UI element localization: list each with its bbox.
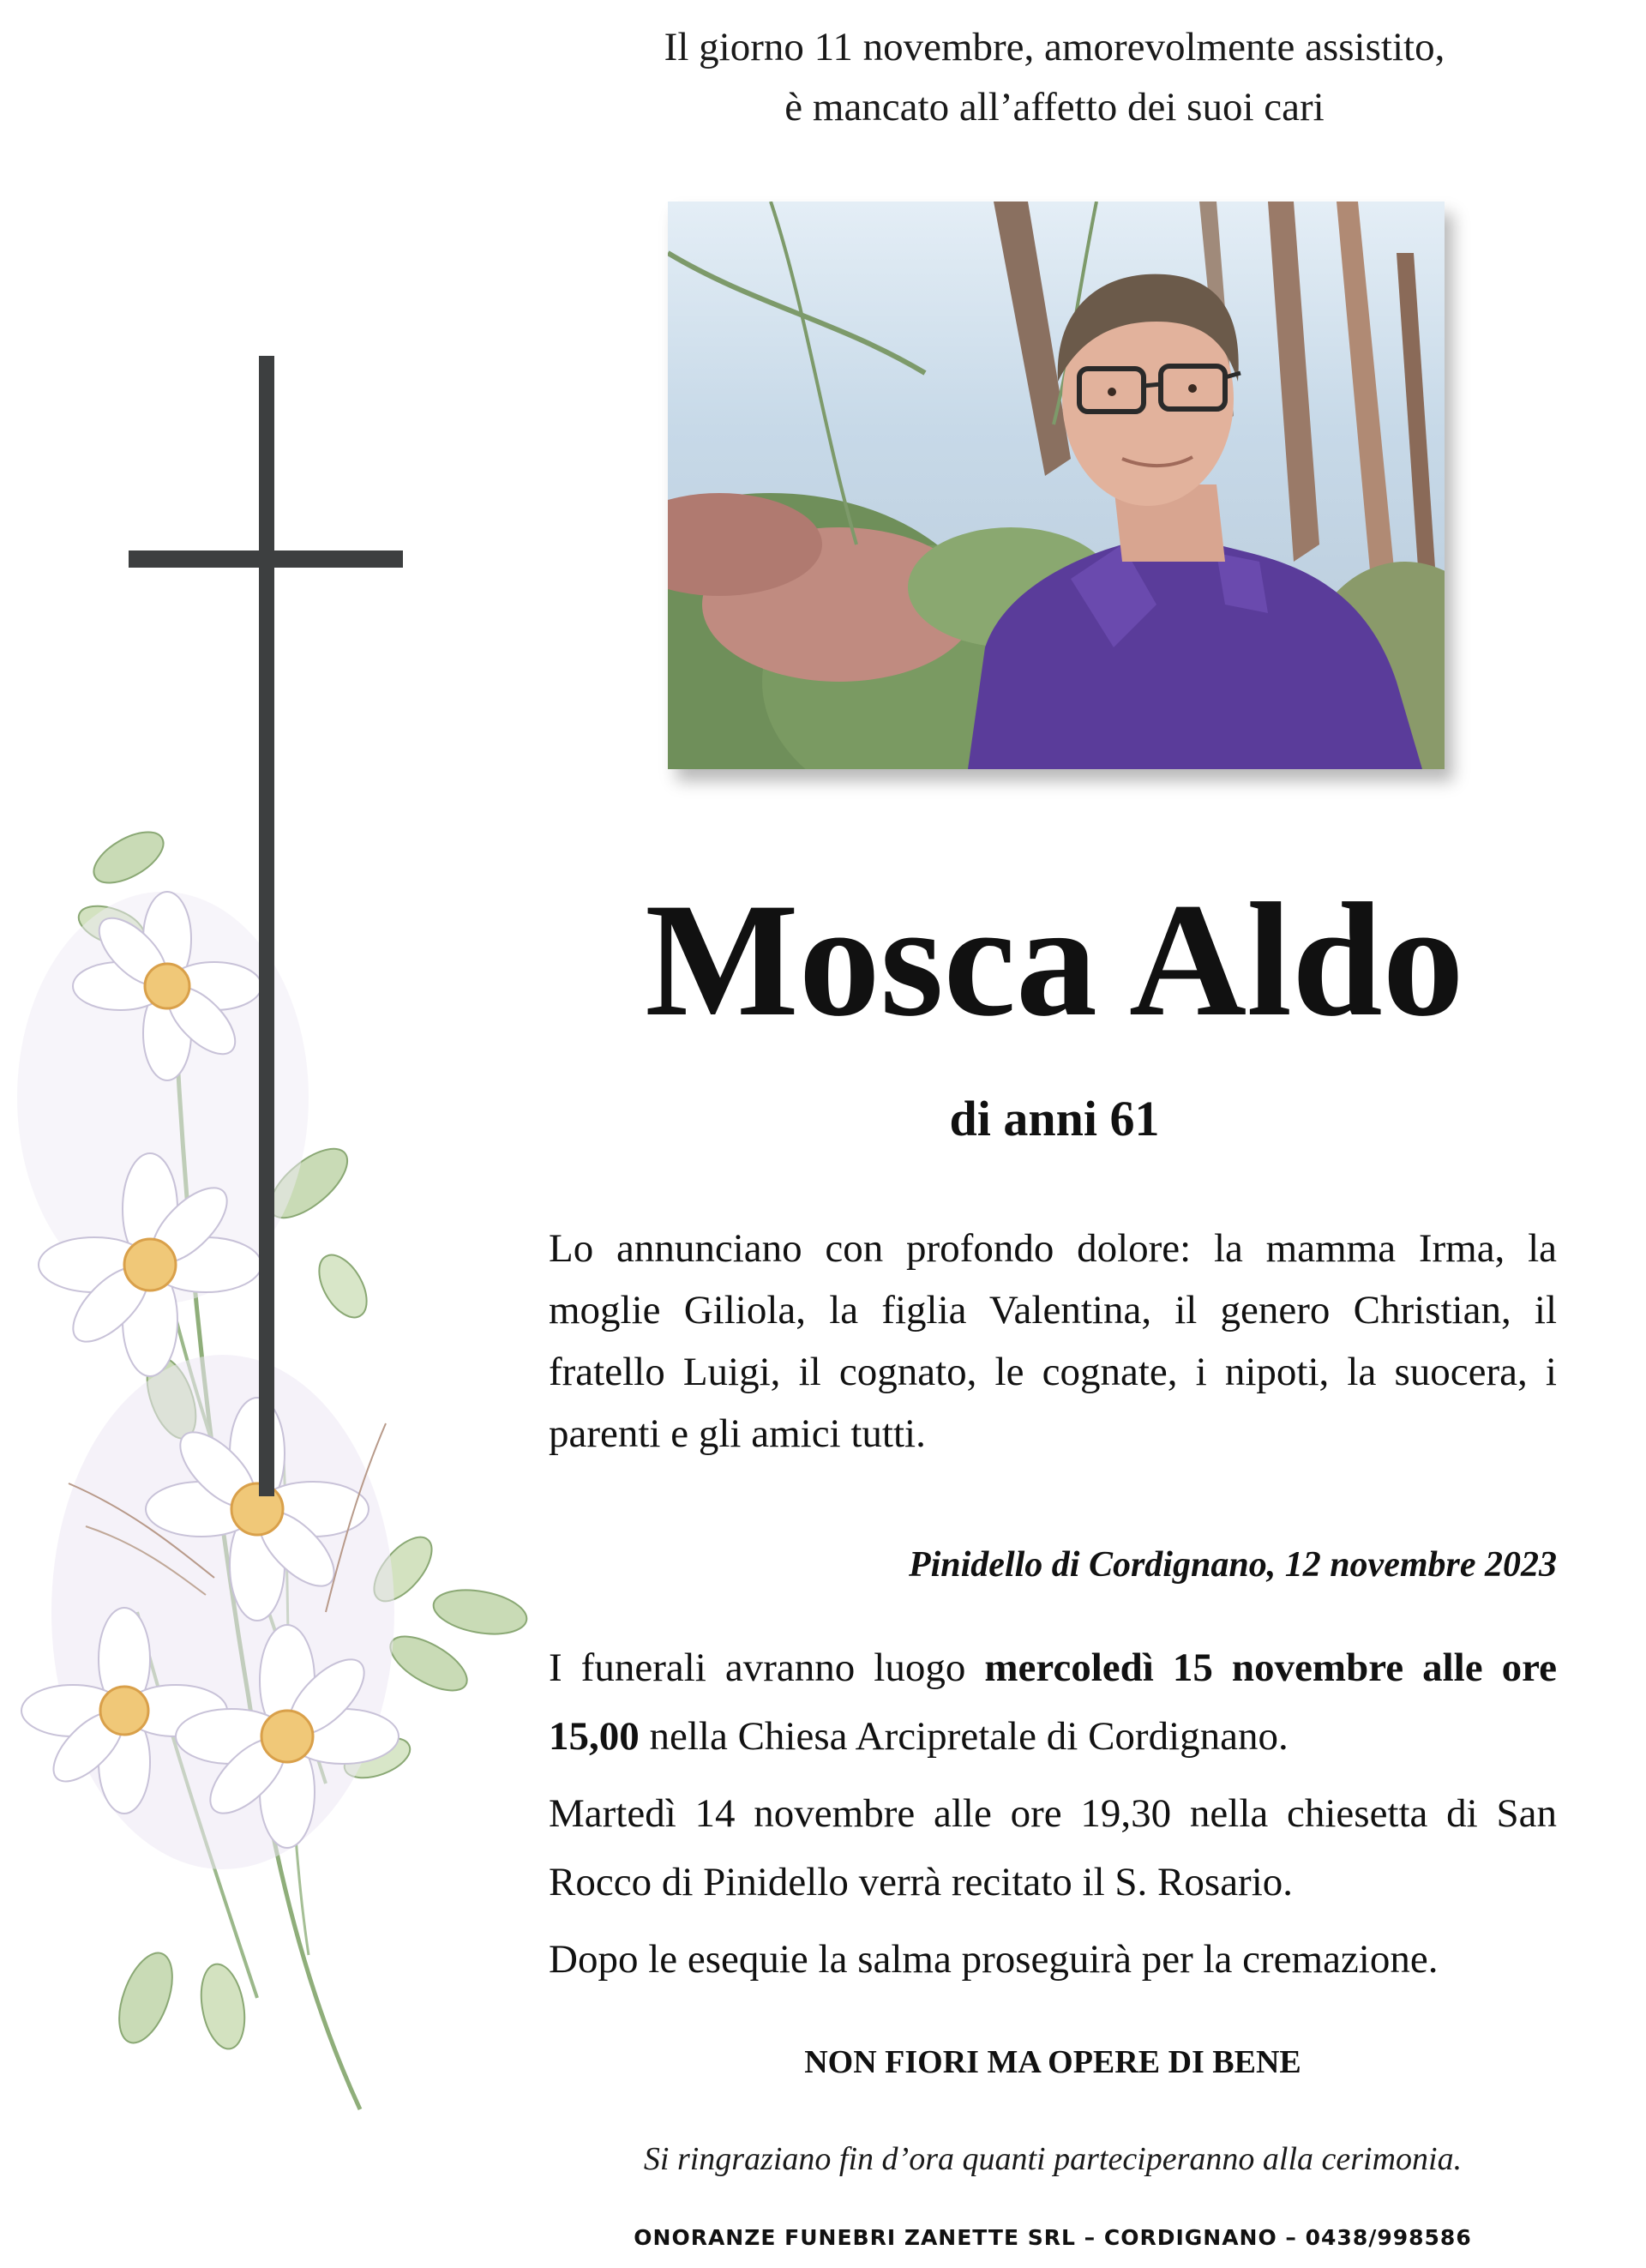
rosary-info: Martedì 14 novembre alle ore 19,30 nella chiesetta di San Rocco di Pinidello verrà recitato il S. Rosario.	[549, 1791, 1557, 1904]
cremation-info: Dopo le esequie la salma proseguirà per la cremazione.	[549, 1937, 1439, 1982]
thanks-note: Si ringraziano fin d’ora quanti parteciperanno alla cerimonia.	[643, 2141, 1463, 2177]
intro-line-1: Il giorno 11 novembre, amorevolmente assistito,	[664, 25, 1445, 69]
portrait-photo-icon	[668, 202, 1445, 769]
portrait-photo	[668, 202, 1445, 769]
funeral-prefix: I funerali avranno luogo	[549, 1645, 966, 1690]
place-date: Pinidello di Cordignano, 12 novembre 2023	[908, 1545, 1557, 1585]
deceased-age: di anni 61	[949, 1091, 1160, 1146]
cross-flowers-decoration	[0, 326, 566, 2144]
funeral-suffix: nella Chiesa Arcipretale di Cordignano.	[649, 1714, 1289, 1759]
announcement-text: Lo annunciano con profondo dolore: la mamma Irma, la moglie Giliola, la figlia Valentina, il genero Christian, il fratello Luigi, il cognato, le cognate, i nipoti, la suocera, i parenti e gli amici tutti.	[549, 1226, 1557, 1456]
no-flowers-note: NON FIORI MA OPERE DI BENE	[804, 2044, 1301, 2080]
funeral-home-footer: ONORANZE FUNEBRI ZANETTE SRL – CORDIGNANO – 0438/998586	[634, 2225, 1472, 2250]
intro-text	[549, 17, 1560, 137]
deceased-name: Mosca Aldo	[645, 870, 1464, 1050]
funeral-info	[549, 1633, 1557, 1771]
funeral-when: mercoledì 15 novembre alle ore 15,00	[549, 1645, 1557, 1759]
intro-line-2: è mancato all’affetto dei suoi cari	[784, 85, 1325, 129]
